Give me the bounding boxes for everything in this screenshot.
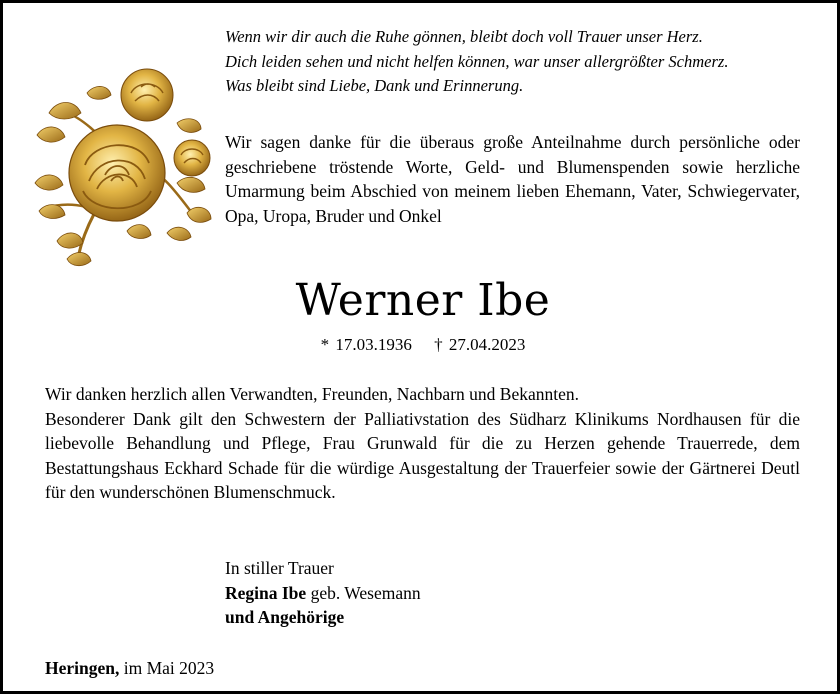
widow-name: Regina Ibe: [225, 582, 307, 603]
signature-block: [225, 556, 625, 630]
date: im Mai 2023: [123, 658, 215, 678]
thanks-line: Wir danken herzlich allen Verwandten, Freunden, Nachbarn und Bekannten.: [45, 384, 579, 404]
signature-family: und Angehörige: [225, 607, 345, 627]
thanks-paragraph-bottom: [45, 382, 800, 505]
life-dates: [3, 334, 840, 356]
poem-line: Was bleibt sind Liebe, Dank und Erinnerung.: [225, 76, 524, 95]
poem-line: Dich leiden sehen und nicht helfen können, war unser allergrößter Schmerz.: [225, 51, 729, 71]
death-date: † 27.04.2023: [434, 335, 526, 354]
place-date: [45, 656, 445, 680]
poem-line: Wenn wir dir auch die Ruhe gönnen, bleibt doch voll Trauer unser Herz.: [225, 27, 703, 46]
widow-birthname: geb. Wesemann: [310, 582, 421, 603]
signature-intro: In stiller Trauer: [225, 558, 334, 578]
signature-widow: [225, 581, 625, 606]
golden-rose-icon: [27, 63, 217, 271]
thanks-special: Besonderer Dank gilt den Schwestern der Palliativstation des Südharz Klinikums Nordhausen für die liebevolle Behandlung und Pflege, Frau Grunwald für die zu Herzen gehende Trauerrede, dem Bestattungshaus Eckhard Schade für die würdige Ausgestaltung der Trauerfeier sowie der Gärtnerei Deutl für den wunderschönen Blumenschmuck.: [45, 408, 800, 502]
birth-date: * 17.03.1936: [320, 335, 412, 354]
place: Heringen,: [45, 658, 120, 678]
deceased-name: Werner Ibe: [295, 275, 551, 326]
poem: [225, 25, 825, 99]
thanks-paragraph-top: Wir sagen danke für die überaus große Anteilnahme durch persönliche oder geschriebene tröstende Worte, Geld- und Blumenspenden sowie herzliche Umarmung beim Abschied von meinem lieben Ehemann, Vater, Schwiegervater, Opa, Uropa, Bruder und Onkel: [225, 132, 800, 226]
